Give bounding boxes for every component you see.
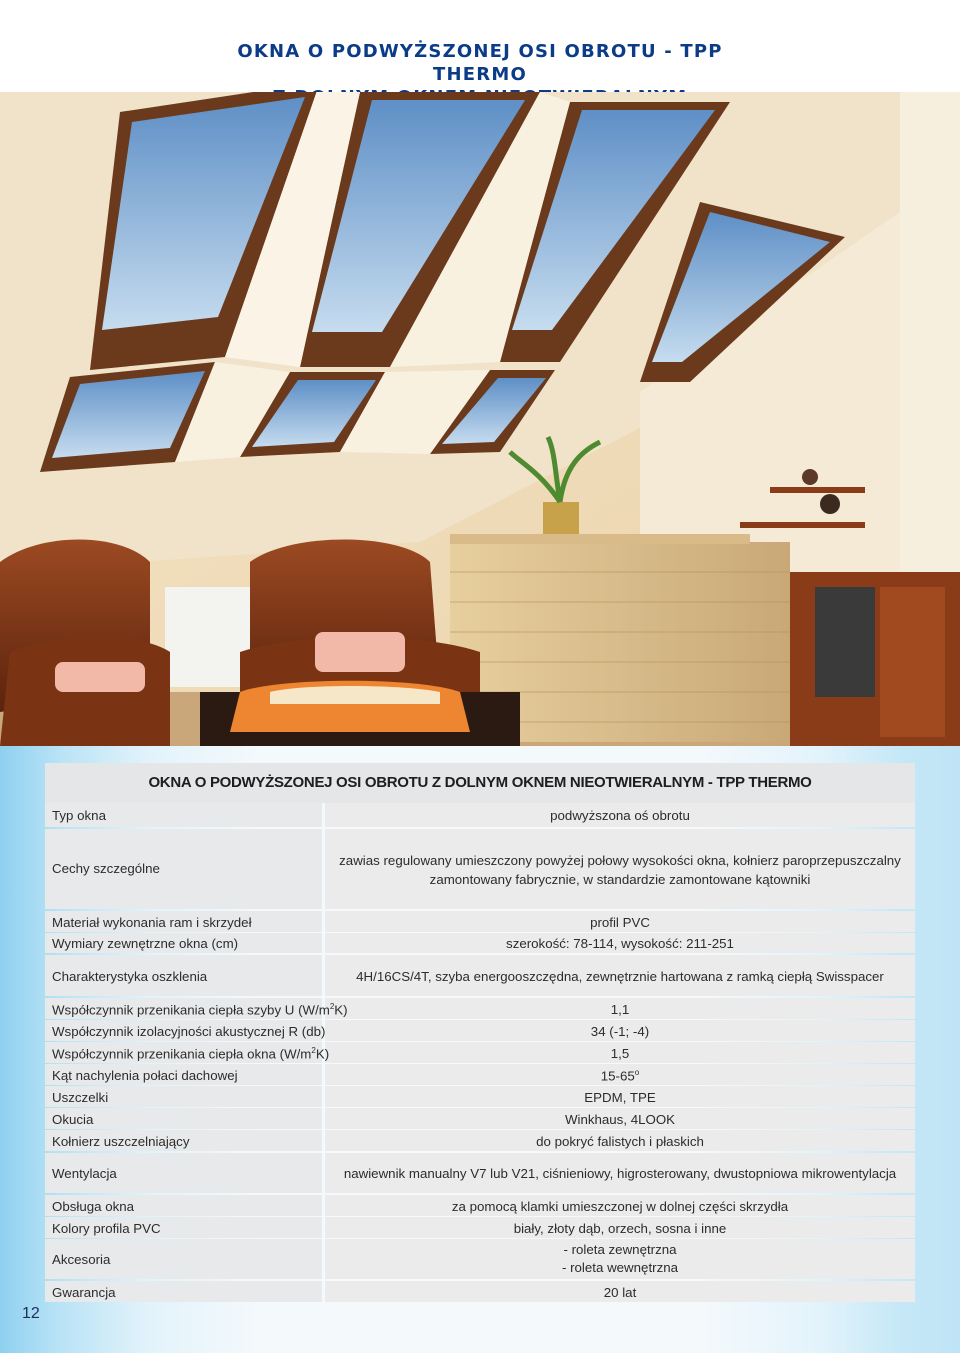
spec-row-features (45, 829, 915, 909)
spec-row-slope (45, 1064, 915, 1085)
spec-label-material: Materiał wykonania ram i skrzydeł (52, 915, 252, 930)
spec-label-dimensions: Wymiary zewnętrzne okna (cm) (52, 936, 239, 951)
spec-value-accessories (325, 1241, 915, 1277)
attic-room-photo (0, 92, 960, 746)
spec-label-type: Typ okna (52, 808, 106, 823)
spec-row-warranty (45, 1281, 915, 1302)
degree-sign: o (634, 1068, 640, 1077)
spec-row-acoustic (45, 1020, 915, 1041)
spec-row-ug (45, 998, 915, 1019)
spec-row-type (45, 803, 915, 827)
spec-label-collar: Kołnierz uszczelniający (52, 1134, 190, 1149)
spec-value-accessories-line1: - roleta zewnętrzna (563, 1242, 677, 1257)
spec-value-acoustic: 34 (-1; -4) (590, 1024, 650, 1039)
spec-value-uw: 1,5 (610, 1046, 630, 1061)
spec-row-glazing (45, 955, 915, 996)
spec-row-colors (45, 1217, 915, 1238)
page-number: 12 (22, 1305, 40, 1322)
spec-row-material (45, 911, 915, 932)
spec-value-operation: za pomocą klamki umieszczonej w dolnej części skrzydła (451, 1199, 789, 1214)
spec-label-slope: Kąt nachylenia połaci dachowej (52, 1068, 238, 1083)
spec-label-hardware: Okucia (52, 1112, 94, 1127)
spec-label-ug: Współczynnik przenikania ciepła szyby U $(W/m^2K)$ (52, 1002, 348, 1018)
page-header (0, 0, 960, 92)
spec-value-glazing: 4H/16CS/4T, szyba energooszczędna, zewnętrznie hartowana z ramką ciepłą Swisspacer (356, 969, 884, 984)
spec-label-warranty: Gwarancja (52, 1285, 116, 1300)
spec-value-collar: do pokryć falistych i płaskich (536, 1134, 704, 1149)
spec-value-slope: 15-65$^o$ (600, 1068, 640, 1084)
spec-label-glazing: Charakterystyka oszklenia (52, 969, 208, 984)
spec-value-features-line1: zawias regulowany umieszczony powyżej połowy wysokości okna, kołnierz paroprzepuszczalny (339, 853, 901, 868)
spec-value-vent: nawiewnik manualny V7 lub V21, ciśnieniowy, higrosterowany, dwustopniowa mikrowentylacja (343, 1166, 897, 1181)
spec-value-dimensions: szerokość: 78-114, wysokość: 211-251 (506, 936, 734, 951)
spec-row-uw (45, 1042, 915, 1063)
spec-label-seals: Uszczelki (52, 1090, 109, 1105)
spec-value-colors: biały, złoty dąb, orzech, sosna i inne (513, 1221, 727, 1236)
spec-value-seals: EPDM, TPE (584, 1090, 656, 1105)
spec-table-title: OKNA O PODWYŻSZONEJ OSI OBROTU Z DOLNYM OKNEM NIEOTWIERALNYM - TPP THERMO (45, 763, 915, 803)
spec-label-acoustic: Współczynnik izolacyjności akustycznej R (db) (52, 1024, 326, 1039)
spec-value-features (325, 851, 915, 889)
spec-row-vent (45, 1153, 915, 1193)
spec-value-warranty: 20 lat (603, 1285, 637, 1300)
spec-value-accessories-line2: - roleta wewnętrzna (561, 1260, 679, 1275)
spec-row-collar (45, 1130, 915, 1151)
spec-row-operation (45, 1195, 915, 1216)
spec-value-type: podwyższona oś obrotu (550, 808, 690, 823)
spec-value-features-line2: zamontowany fabrycznie, w standardzie zamontowane kątowniki (429, 872, 811, 887)
page-title-line1: OKNA O PODWYŻSZONEJ OSI OBROTU - TPP THERMO (237, 41, 723, 85)
spec-label-colors: Kolory profila PVC (52, 1221, 161, 1236)
spec-label-operation: Obsługa okna (52, 1199, 135, 1214)
spec-value-material: profil PVC (590, 915, 650, 930)
spec-row-hardware (45, 1108, 915, 1129)
spec-label-accessories: Akcesoria (52, 1252, 111, 1267)
spec-value-hardware: Winkhaus, 4LOOK (564, 1112, 676, 1127)
spec-row-seals (45, 1086, 915, 1107)
spec-row-dimensions (45, 933, 915, 953)
spec-label-features: Cechy szczególne (52, 861, 160, 876)
spec-label-uw: Współczynnik przenikania ciepła okna $(W/m^2K)$ (52, 1046, 330, 1062)
spec-row-accessories (45, 1239, 915, 1279)
spec-label-vent: Wentylacja (52, 1166, 117, 1181)
spec-value-ug: 1,1 (610, 1002, 630, 1017)
